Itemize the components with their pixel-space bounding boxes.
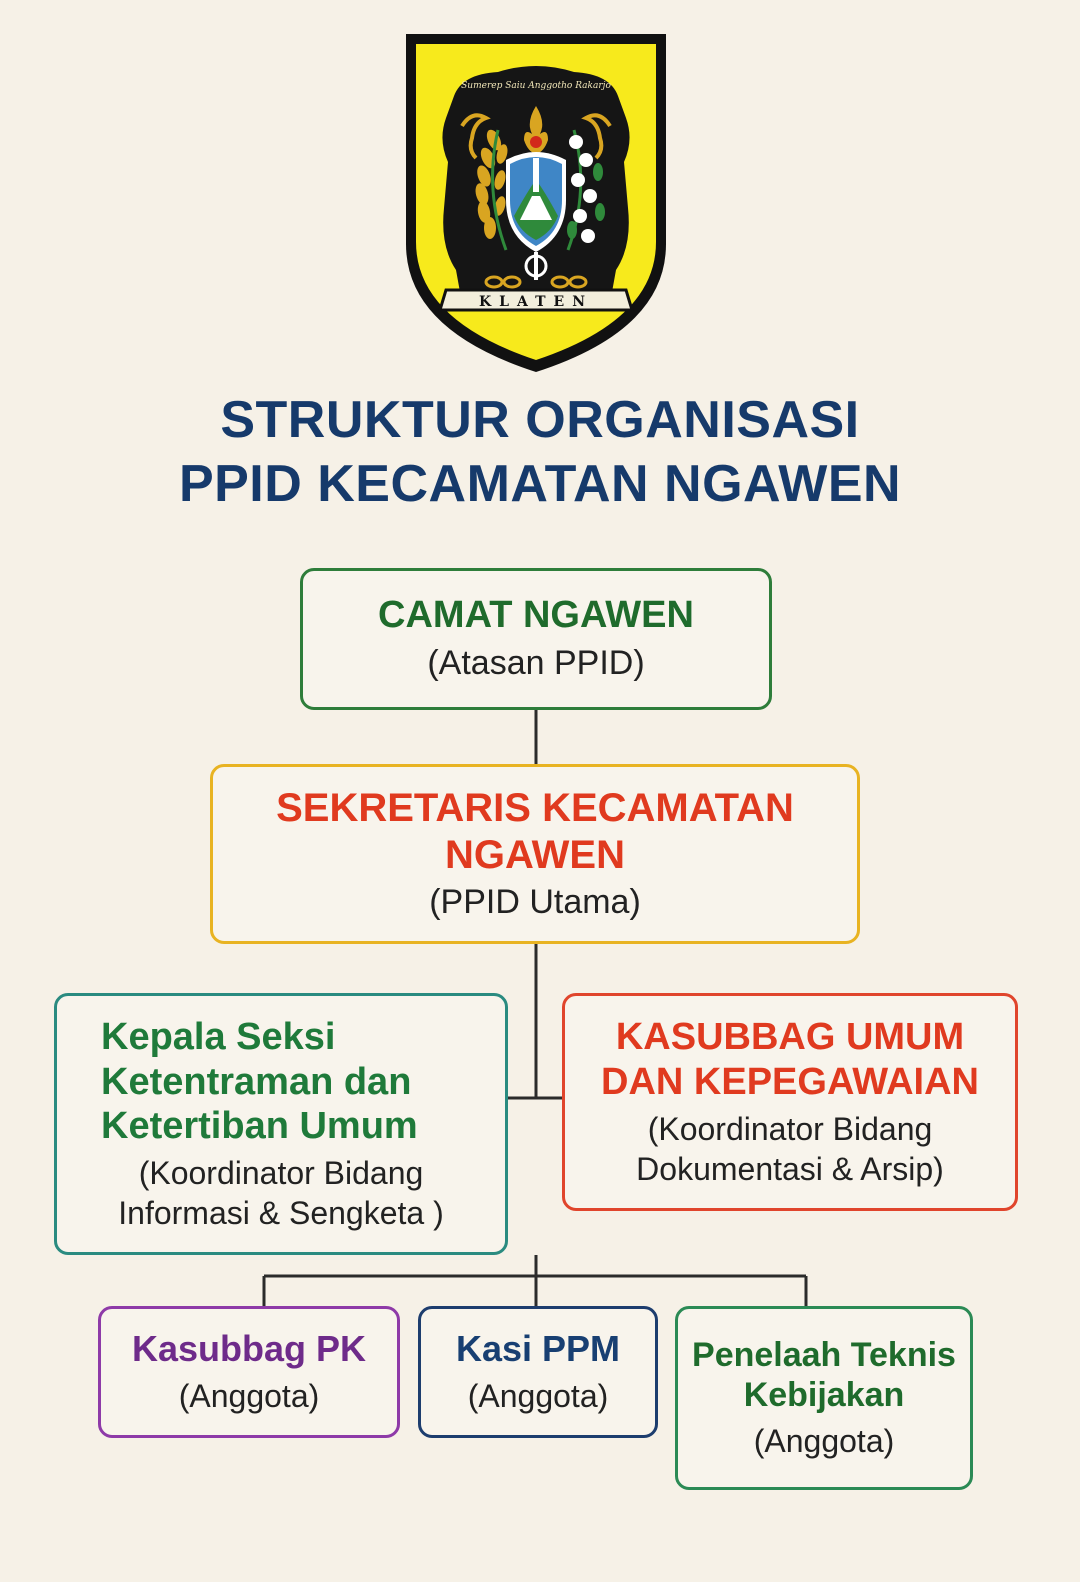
kasi-ppm-name: Kasi PPM [455, 1327, 621, 1369]
page-title [0, 388, 1080, 516]
svg-text:Sumerep Saiu Anggotho Rakarjo: Sumerep Saiu Anggotho Rakarjo [461, 81, 611, 91]
title-line-1: STRUKTUR ORGANISASI [220, 391, 860, 449]
klaten-emblem-logo [402, 30, 670, 376]
sekcam-role: (PPID Utama) [429, 882, 641, 921]
penelaah-name: Penelaah Teknis Kebijakan [692, 1335, 956, 1414]
box-kepala-seksi-trantib [54, 993, 508, 1255]
box-kasubbag-pk [98, 1306, 400, 1438]
box-kasubbag-umum-kepegawaian [562, 993, 1018, 1211]
svg-text:KLATEN: KLATEN [479, 294, 593, 310]
kasubbag-pk-name: Kasubbag PK [131, 1327, 367, 1369]
kasubbag-umum-name: KASUBBAG UMUM DAN KEPEGAWAIAN [601, 1016, 979, 1103]
camat-name: CAMAT NGAWEN [378, 594, 694, 637]
penelaah-role: (Anggota) [753, 1423, 895, 1460]
camat-role: (Atasan PPID) [427, 644, 645, 683]
kasubbag-umum-role: (Koordinator Bidang Dokumentasi & Arsip) [636, 1110, 944, 1187]
box-sekretaris-kecamatan [210, 764, 860, 944]
title-line-2: PPID KECAMATAN NGAWEN [178, 455, 902, 513]
kasubbag-pk-role: (Anggota) [178, 1378, 320, 1415]
box-penelaah-teknis-kebijakan [675, 1306, 973, 1490]
kasi-trantib-name: Kepala Seksi Ketentraman dan Ketertiban Umum [101, 1015, 418, 1148]
kasi-ppm-role: (Anggota) [467, 1378, 609, 1415]
kasi-trantib-role: (Koordinator Bidang Informasi & Sengketa ) [118, 1155, 444, 1232]
sekcam-name: SEKRETARIS KECAMATAN NGAWEN [276, 785, 794, 877]
box-camat-ngawen [300, 568, 772, 710]
box-kasi-ppm [418, 1306, 658, 1438]
